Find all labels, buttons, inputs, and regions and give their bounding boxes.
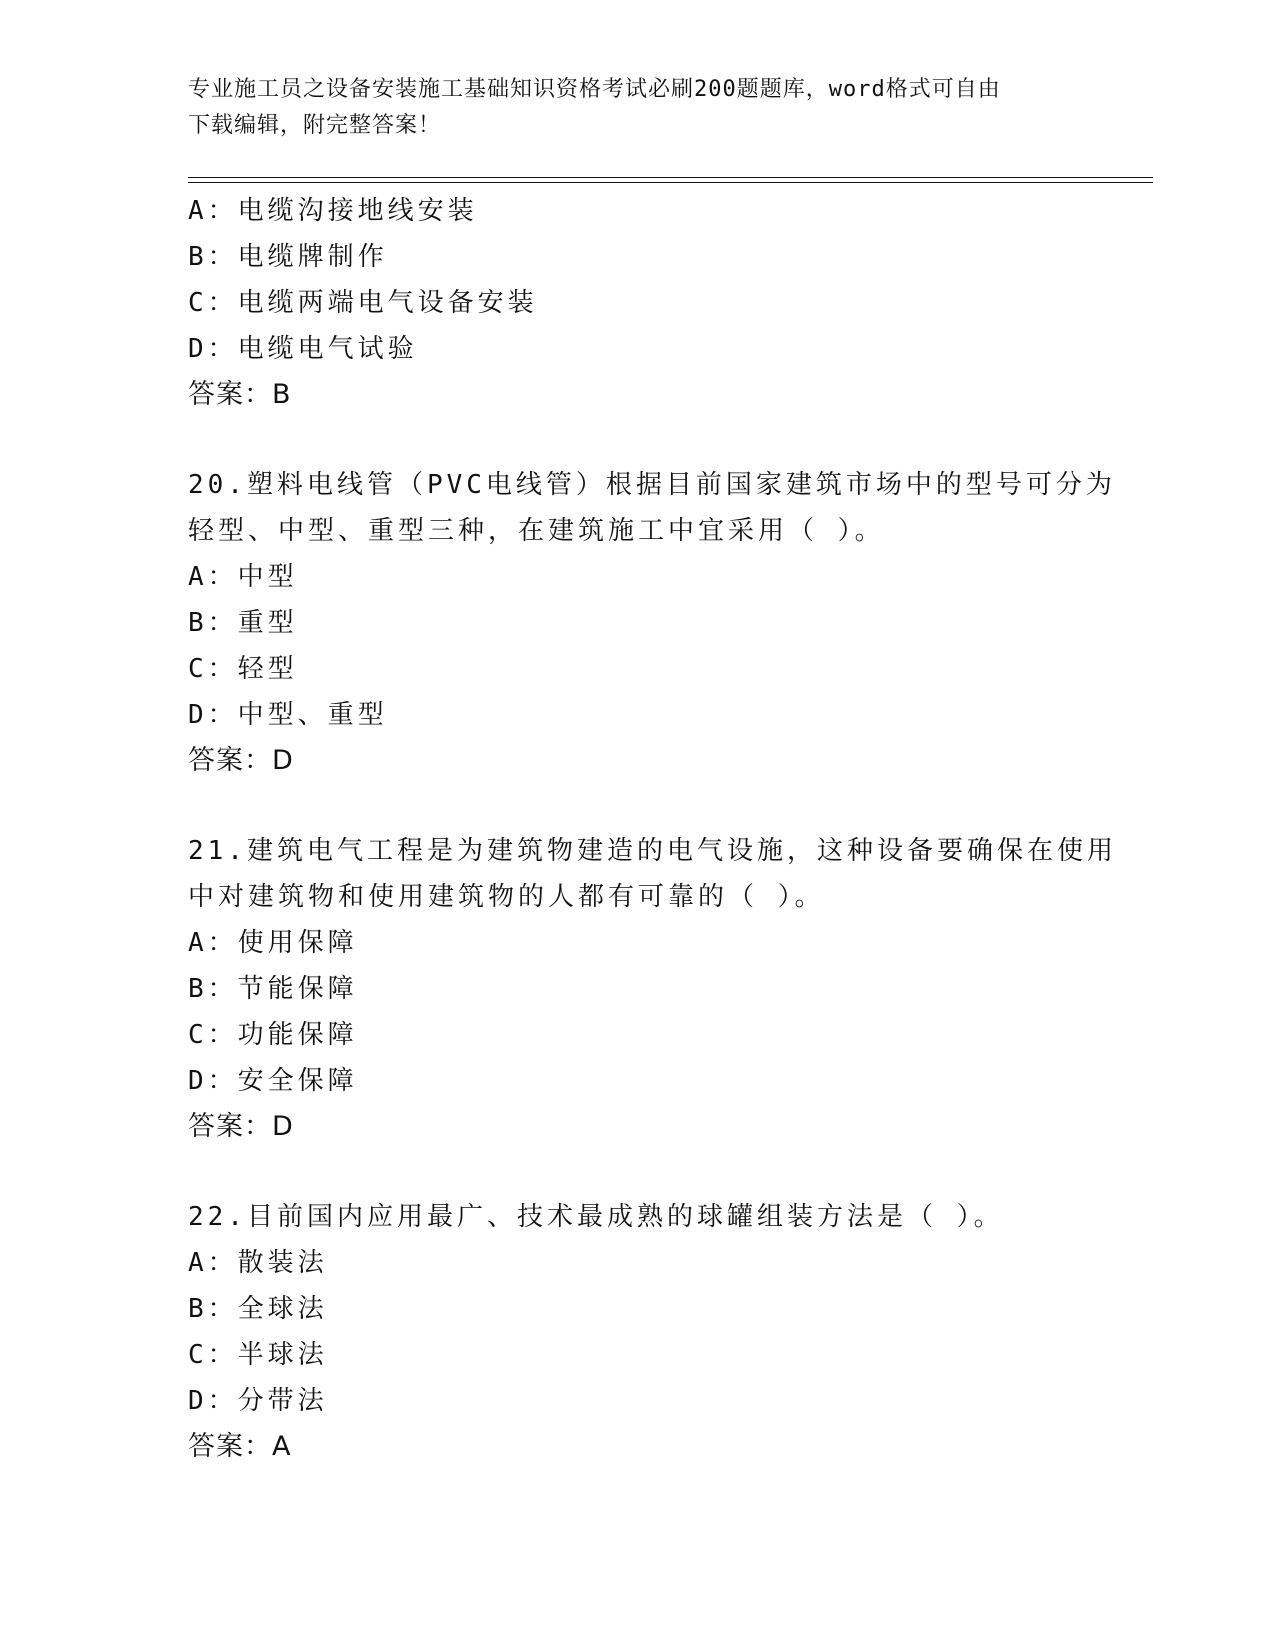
question-list [188,188,1117,1470]
option-a: A：散装法 [188,1248,328,1278]
answer: 答案：D [188,745,294,776]
option-b: B：电缆牌制作 [188,242,388,272]
question-text-line-2: 中对建筑物和使用建筑物的人都有可靠的（ ）。 [188,882,825,912]
option-d: D：中型、重型 [188,700,388,730]
header-line-1: 专业施工员之设备安装施工基础知识资格考试必刷200题题库，word格式可自由 [188,77,1001,102]
option-b: B：重型 [188,608,298,638]
question-text-line-1: 21.建筑电气工程是为建筑物建造的电气设施，这种设备要确保在使用 [188,836,1117,866]
document-header [188,72,1068,144]
option-d: D：电缆电气试验 [188,334,418,364]
option-c: C：电缆两端电气设备安装 [188,288,538,318]
question-21 [188,828,1117,1150]
question-text-line-2: 轻型、中型、重型三种，在建筑施工中宜采用（ ）。 [188,516,885,546]
option-c: C：半球法 [188,1340,328,1370]
option-b: B：节能保障 [188,974,358,1004]
option-b: B：全球法 [188,1294,328,1324]
option-c: C：功能保障 [188,1020,358,1050]
answer: 答案：D [188,1111,294,1142]
option-d: D：安全保障 [188,1066,358,1096]
question-text-line-1: 22.目前国内应用最广、技术最成熟的球罐组装方法是（ ）。 [188,1202,1004,1232]
answer: 答案：A [188,1431,292,1462]
header-divider-top [188,177,1153,178]
question-20 [188,462,1116,784]
header-line-2: 下载编辑，附完整答案！ [188,113,442,138]
answer: 答案：B [188,379,292,410]
option-a: A：电缆沟接地线安装 [188,196,478,226]
question-22 [188,1194,1088,1470]
option-d: D：分带法 [188,1386,328,1416]
option-a: A：中型 [188,562,298,592]
header-divider-bottom [188,182,1153,183]
option-c: C：轻型 [188,654,298,684]
question-19 [188,188,1088,418]
option-a: A：使用保障 [188,928,358,958]
question-text-line-1: 20.塑料电线管（PVC电线管）根据目前国家建筑市场中的型号可分为 [188,470,1116,500]
